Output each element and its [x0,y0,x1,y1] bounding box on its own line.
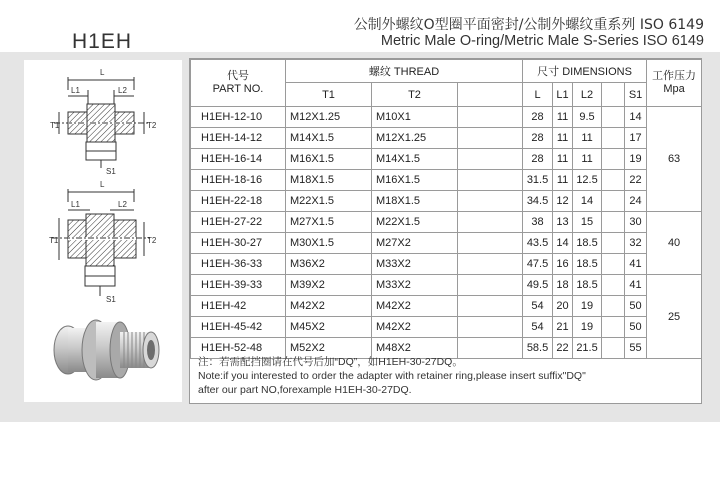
product-code: H1EH [72,30,133,53]
dim-l1-cell: 22 [553,338,573,359]
dim-label-L2-2: L2 [118,200,127,209]
blank-cell [458,107,523,128]
footnote [198,355,586,397]
thread-t1-cell: M30X1.5 [286,233,372,254]
thread-t1-cell: M45X2 [286,317,372,338]
header-t1: T1 [286,83,372,107]
blank-cell [458,233,523,254]
header-part-no-en: PART NO. [212,83,264,95]
header-blank [458,83,523,107]
header-l1: L1 [553,83,573,107]
dim-label-L1: L1 [71,86,80,95]
dim-s1-cell: 19 [625,149,647,170]
dim-l-cell: 47.5 [523,254,553,275]
table-row [191,170,702,191]
drawing-panel [24,60,182,402]
dim-l2-cell: 18.5 [573,275,602,296]
dim-l2-cell: 18.5 [573,254,602,275]
blank-cell [458,317,523,338]
dim-l2-cell: 21.5 [573,338,602,359]
spec-table-panel [189,58,702,404]
header-s1: S1 [625,83,647,107]
spec-table [190,59,702,359]
pressure-cell: 40 [647,212,702,275]
blank-cell-2 [602,338,625,359]
table-row [191,128,702,149]
blank-cell [458,149,523,170]
dim-s1-cell: 50 [625,296,647,317]
table-row [191,149,702,170]
blank-cell-2 [602,170,625,191]
dim-l1-cell: 11 [553,128,573,149]
thread-t2-cell: M22X1.5 [372,212,458,233]
thread-t1-cell: M42X2 [286,296,372,317]
blank-cell-2 [602,254,625,275]
thread-t1-cell: M22X1.5 [286,191,372,212]
footnote-cn: 注：若需配挡圈请在代号后加“DQ”，如H1EH-30-27DQ。 [198,356,463,368]
blank-cell-2 [602,191,625,212]
table-row [191,254,702,275]
dim-s1-cell: 30 [625,212,647,233]
section-drawing-2 [52,189,150,296]
thread-t2-cell: M10X1 [372,107,458,128]
thread-t1-cell: M18X1.5 [286,170,372,191]
thread-t2-cell: M16X1.5 [372,170,458,191]
blank-cell-2 [602,296,625,317]
part-no-cell: H1EH-39-33 [191,275,286,296]
part-no-cell: H1EH-18-16 [191,170,286,191]
thread-t2-cell: M27X2 [372,233,458,254]
spec-table-body [191,107,702,359]
blank-cell [458,254,523,275]
footnote-en-line2: after our part NO,forexample H1EH-30-27DQ. [198,384,412,396]
dim-l2-cell: 11 [573,128,602,149]
dim-s1-cell: 50 [625,317,647,338]
part-no-cell: H1EH-27-22 [191,212,286,233]
part-no-cell: H1EH-42 [191,296,286,317]
dim-s1-cell: 24 [625,191,647,212]
table-row [191,296,702,317]
dim-label-S1-2: S1 [106,295,116,304]
dim-l2-cell: 11 [573,149,602,170]
dim-l1-cell: 13 [553,212,573,233]
thread-t2-cell: M33X2 [372,254,458,275]
dim-l2-cell: 12.5 [573,170,602,191]
table-row [191,233,702,254]
dim-l1-cell: 14 [553,233,573,254]
table-row [191,107,702,128]
dim-s1-cell: 55 [625,338,647,359]
thread-t1-cell: M36X2 [286,254,372,275]
dim-l2-cell: 14 [573,191,602,212]
dim-l2-cell: 15 [573,212,602,233]
dim-l2-cell: 19 [573,317,602,338]
dim-label-T2-2: T2 [147,236,157,245]
dim-l-cell: 49.5 [523,275,553,296]
header-blank-2 [602,83,625,107]
dim-s1-cell: 41 [625,254,647,275]
dim-l2-cell: 9.5 [573,107,602,128]
technical-drawings [24,60,182,402]
fitting-photo [54,320,159,380]
header-dimensions: 尺寸 DIMENSIONS [523,60,647,83]
blank-cell [458,170,523,191]
thread-t1-cell: M52X2 [286,338,372,359]
table-row [191,191,702,212]
dim-label-T1-2: T1 [49,236,59,245]
dim-l1-cell: 12 [553,191,573,212]
dim-l1-cell: 11 [553,149,573,170]
dim-l1-cell: 20 [553,296,573,317]
dim-l1-cell: 16 [553,254,573,275]
blank-cell-2 [602,317,625,338]
header-pressure [647,60,702,107]
dim-l-cell: 43.5 [523,233,553,254]
header-pressure-cn: 工作压力 [652,70,697,82]
footnote-en-line1: Note:if you interested to order the adapter with retainer ring,please insert suffix"DQ" [198,370,586,382]
dim-label-L2: L2 [118,86,127,95]
dim-s1-cell: 22 [625,170,647,191]
dim-l2-cell: 19 [573,296,602,317]
thread-t1-cell: M16X1.5 [286,149,372,170]
thread-t2-cell: M42X2 [372,296,458,317]
dim-l2-cell: 18.5 [573,233,602,254]
dim-l-cell: 34.5 [523,191,553,212]
thread-t2-cell: M42X2 [372,317,458,338]
blank-cell-2 [602,212,625,233]
dim-label-T1: T1 [50,121,60,130]
dim-s1-cell: 32 [625,233,647,254]
thread-t2-cell: M12X1.25 [372,128,458,149]
part-no-cell: H1EH-52-48 [191,338,286,359]
thread-t2-cell: M18X1.5 [372,191,458,212]
dim-l-cell: 31.5 [523,170,553,191]
thread-t1-cell: M27X1.5 [286,212,372,233]
dim-l1-cell: 18 [553,275,573,296]
table-row [191,317,702,338]
dim-l1-cell: 11 [553,170,573,191]
dim-label-L: L [100,68,105,77]
blank-cell [458,212,523,233]
title-english: Metric Male O-ring/Metric Male S-Series ISO 6149 [380,33,704,49]
dim-label-S1: S1 [106,167,116,176]
blank-cell-2 [602,128,625,149]
thread-t1-cell: M12X1.25 [286,107,372,128]
dim-l1-cell: 11 [553,107,573,128]
title-chinese: 公制外螺纹O型圈平面密封/公制外螺纹重系列 ISO 6149 [353,17,704,33]
section-drawing-1 [54,77,148,168]
blank-cell [458,191,523,212]
part-no-cell: H1EH-12-10 [191,107,286,128]
header-pressure-unit: Mpa [663,83,685,95]
header-part-no-cn: 代号 [227,70,249,82]
part-no-cell: H1EH-30-27 [191,233,286,254]
part-no-cell: H1EH-45-42 [191,317,286,338]
header-part-no [191,60,286,107]
header-thread: 螺纹 THREAD [286,60,523,83]
dim-label-L-2: L [100,180,105,189]
header-l: L [523,83,553,107]
header-l2: L2 [573,83,602,107]
dim-l1-cell: 21 [553,317,573,338]
blank-cell [458,275,523,296]
dim-s1-cell: 14 [625,107,647,128]
blank-cell [458,128,523,149]
dim-l-cell: 38 [523,212,553,233]
dim-l-cell: 58.5 [523,338,553,359]
thread-t2-cell: M33X2 [372,275,458,296]
blank-cell-2 [602,275,625,296]
blank-cell-2 [602,107,625,128]
dim-s1-cell: 17 [625,128,647,149]
blank-cell [458,296,523,317]
part-no-cell: H1EH-14-12 [191,128,286,149]
part-no-cell: H1EH-16-14 [191,149,286,170]
blank-cell-2 [602,149,625,170]
dim-l-cell: 28 [523,149,553,170]
thread-t2-cell: M48X2 [372,338,458,359]
dim-label-T2: T2 [147,121,157,130]
dim-l-cell: 54 [523,296,553,317]
part-no-cell: H1EH-36-33 [191,254,286,275]
thread-t1-cell: M39X2 [286,275,372,296]
dim-l-cell: 28 [523,107,553,128]
thread-t2-cell: M14X1.5 [372,149,458,170]
pressure-cell: 25 [647,275,702,359]
dim-l-cell: 54 [523,317,553,338]
dim-label-L1-2: L1 [71,200,80,209]
thread-t1-cell: M14X1.5 [286,128,372,149]
pressure-cell: 63 [647,107,702,212]
blank-cell-2 [602,233,625,254]
table-row [191,275,702,296]
dim-l-cell: 28 [523,128,553,149]
dim-s1-cell: 41 [625,275,647,296]
table-row [191,212,702,233]
header-t2: T2 [372,83,458,107]
part-no-cell: H1EH-22-18 [191,191,286,212]
